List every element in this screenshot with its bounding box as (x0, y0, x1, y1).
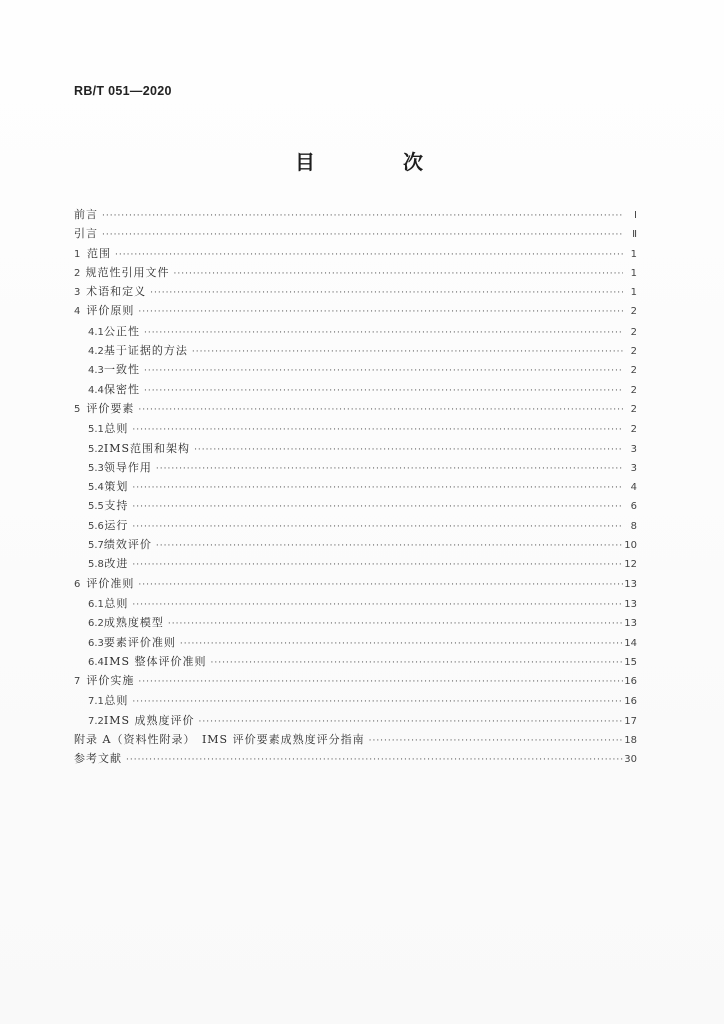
toc-entry-page: Ⅰ (634, 210, 637, 221)
toc-entry-6-2[interactable] (74, 614, 637, 633)
toc-entry-7-2[interactable] (74, 712, 637, 731)
toc-entry-label: 策划 (104, 480, 129, 494)
toc-entry-page: 2 (630, 306, 637, 318)
toc-entry-3[interactable] (74, 283, 637, 302)
toc-leader-dots (132, 523, 623, 532)
toc-entry-label: 术语和定义 (86, 285, 147, 299)
toc-entry-number: 5.6 (88, 520, 104, 532)
toc-entry-6-1[interactable] (74, 595, 637, 614)
toc-entry-page: 1 (630, 267, 637, 279)
toc-title: 目 次 (295, 150, 457, 174)
toc-entry-2[interactable] (74, 264, 637, 283)
toc-leader-dots (132, 503, 623, 512)
toc-leader-dots (138, 678, 623, 687)
toc-entry-label: 绩效评价 (103, 538, 152, 552)
toc-entry-label: 支持 (104, 499, 129, 513)
toc-entry-page: 15 (624, 656, 637, 668)
toc-entry-label: 总则 (104, 422, 129, 436)
toc-leader-dots (168, 620, 623, 629)
toc-entry-page: 16 (624, 696, 637, 708)
toc-entry-6-4[interactable] (74, 653, 637, 672)
toc-leader-dots (156, 465, 623, 474)
toc-entry-page: 17 (624, 715, 637, 727)
toc-entry-4-2[interactable] (74, 342, 637, 361)
toc-entry-introduction[interactable] (74, 225, 637, 244)
toc-entry-page: 13 (624, 598, 637, 610)
toc-leader-dots (144, 367, 623, 376)
toc-entry-label: 基于证据的方法 (103, 344, 188, 358)
toc-leader-dots (138, 308, 623, 317)
toc-entry-number: 4 (74, 306, 81, 318)
toc-entry-5-7[interactable] (74, 536, 637, 555)
toc-entry-5[interactable] (74, 400, 637, 419)
toc-entry-label: 附录 A（资料性附录） IMS 评价要素成熟度评分指南 (74, 733, 365, 747)
toc-entry-number: 6.1 (88, 598, 104, 610)
toc-entry-label: 评价要素 (86, 401, 135, 415)
toc-entry-page: 2 (630, 403, 637, 415)
toc-entry-label: IMS 整体评价准则 (103, 654, 207, 668)
toc-entry-page: 2 (630, 384, 637, 396)
toc-entry-number: 5.8 (88, 559, 104, 571)
toc-entry-foreword[interactable] (74, 206, 637, 225)
toc-entry-number: 7.1 (88, 696, 104, 708)
toc-leader-dots (144, 329, 623, 338)
toc-entry-6-3[interactable] (74, 634, 637, 653)
toc-entry-page: Ⅱ (632, 229, 637, 241)
toc-entry-label: IMS 成熟度评价 (103, 713, 195, 727)
toc-entry-number: 5.7 (88, 540, 104, 552)
toc-entry-number: 5.1 (88, 424, 104, 436)
toc-entry-label: 前言 (74, 208, 98, 221)
toc-entry-number: 5.2 (88, 443, 104, 455)
toc-leader-dots (174, 270, 623, 279)
toc-entry-label: 领导作用 (103, 460, 152, 474)
toc-entry-5-2[interactable] (74, 440, 637, 459)
toc-entry-label: 要素评价准则 (103, 635, 176, 649)
toc-entry-page: 3 (630, 443, 637, 455)
toc-entry-page: 30 (624, 754, 637, 766)
toc-entry-4-4[interactable] (74, 381, 637, 400)
toc-entry-label: 成熟度模型 (103, 616, 164, 630)
toc-entry-label: 总则 (104, 694, 129, 708)
toc-entry-7[interactable] (74, 672, 637, 691)
toc-entry-number: 5.4 (88, 482, 104, 494)
toc-leader-dots (150, 289, 623, 298)
toc-leader-dots (132, 561, 623, 570)
toc-entry-label: 保密性 (103, 382, 140, 396)
toc-entry-page: 4 (630, 482, 637, 494)
toc-entry-page: 1 (630, 248, 637, 260)
toc-entry-5-4[interactable] (74, 478, 637, 497)
toc-entry-page: 8 (630, 520, 637, 532)
toc-entry-label: 一致性 (103, 363, 140, 377)
toc-entry-number: 1 (74, 248, 81, 260)
toc-leader-dots (369, 737, 623, 746)
toc-entry-page: 16 (624, 676, 637, 688)
toc-entry-references[interactable] (74, 750, 637, 769)
toc-entry-page: 10 (624, 540, 637, 552)
toc-leader-dots (132, 484, 623, 493)
toc-entry-5-8[interactable] (74, 555, 637, 574)
toc-entry-label: 范围 (87, 246, 112, 260)
toc-entry-page: 2 (630, 365, 637, 377)
toc-entry-page: 1 (630, 287, 637, 299)
toc-leader-dots (138, 406, 623, 415)
toc-leader-dots (126, 756, 623, 765)
toc-entry-page: 12 (624, 559, 637, 571)
standard-code: RB/T 051—2020 (74, 84, 172, 98)
toc-leader-dots (180, 640, 623, 649)
toc-leader-dots (144, 387, 623, 396)
toc-entry-number: 6.2 (88, 618, 104, 630)
toc-entry-number: 5 (74, 403, 81, 415)
toc-leader-dots (132, 698, 623, 707)
toc-entry-label: 公正性 (103, 324, 140, 338)
toc-entry-number: 4.2 (88, 346, 104, 358)
toc-entry-page: 18 (624, 735, 637, 747)
toc-entry-1[interactable] (74, 245, 637, 264)
toc-leader-dots (194, 446, 623, 455)
toc-entry-page: 2 (630, 424, 637, 436)
toc-entry-page: 6 (630, 501, 637, 513)
toc-entry-5-6[interactable] (74, 517, 637, 536)
toc-entry-label: 总则 (104, 596, 129, 610)
toc-entry-7-1[interactable] (74, 692, 637, 711)
toc-entry-number: 4.4 (88, 384, 104, 396)
table-of-contents (74, 206, 637, 770)
toc-entry-6[interactable] (74, 575, 637, 594)
toc-leader-dots (138, 581, 623, 590)
toc-entry-page: 2 (630, 346, 637, 358)
toc-entry-page: 2 (630, 326, 637, 338)
toc-entry-label: 引言 (74, 227, 98, 241)
toc-entry-page: 3 (630, 462, 637, 474)
toc-leader-dots (132, 426, 623, 435)
toc-entry-number: 4.3 (88, 365, 104, 377)
toc-leader-dots (192, 348, 623, 357)
toc-entry-number: 7.2 (88, 715, 104, 727)
toc-entry-label: 评价准则 (86, 576, 135, 590)
toc-entry-label: 评价实施 (86, 674, 135, 688)
toc-leader-dots (102, 212, 623, 221)
toc-entry-5-5[interactable] (74, 497, 637, 516)
toc-leader-dots (211, 659, 623, 668)
toc-entry-5-3[interactable] (74, 459, 637, 478)
toc-leader-dots (132, 601, 623, 610)
toc-entry-page: 14 (624, 637, 637, 649)
toc-entry-4-3[interactable] (74, 361, 637, 380)
toc-leader-dots (199, 718, 623, 727)
toc-entry-4-1[interactable] (74, 323, 637, 342)
toc-entry-label: 改进 (104, 557, 129, 571)
toc-entry-label: 运行 (104, 518, 129, 532)
toc-entry-number: 6.4 (88, 656, 104, 668)
toc-leader-dots (102, 231, 623, 240)
toc-entry-number: 2 (74, 267, 81, 279)
toc-entry-number: 6.3 (88, 637, 104, 649)
toc-entry-page: 13 (624, 618, 637, 630)
toc-entry-label: 参考文献 (74, 752, 122, 766)
toc-leader-dots (115, 251, 623, 260)
toc-entry-number: 6 (74, 578, 81, 590)
toc-entry-number: 5.3 (88, 462, 104, 474)
toc-entry-number: 3 (74, 287, 81, 299)
toc-entry-label: IMS范围和架构 (103, 441, 191, 455)
toc-entry-page: 13 (624, 578, 637, 590)
toc-entry-4[interactable] (74, 302, 637, 321)
toc-entry-number: 7 (74, 676, 81, 688)
toc-entry-5-1[interactable] (74, 420, 637, 439)
toc-entry-appendix-a[interactable] (74, 731, 637, 750)
toc-entry-label: 规范性引用文件 (85, 265, 170, 279)
toc-entry-label: 评价原则 (86, 304, 135, 318)
toc-leader-dots (156, 542, 623, 551)
toc-entry-number: 5.5 (88, 501, 104, 513)
toc-entry-number: 4.1 (88, 326, 104, 338)
